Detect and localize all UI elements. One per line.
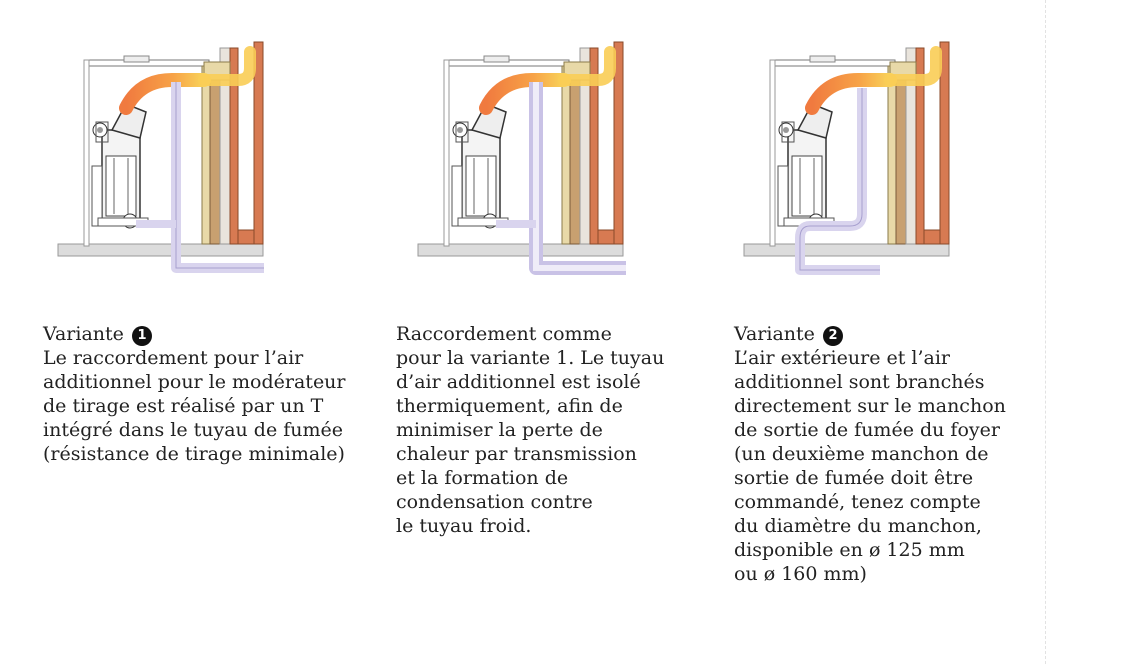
variant-1-heading: Variante 1 [43,322,346,346]
diagram-variant-1 [54,38,269,278]
insulated-variant-text [396,322,664,538]
number-badge-1-icon: 1 [132,326,152,346]
smoke-pipe [486,80,564,108]
variant-1-description: Le raccordement pour l’air additionnel pour le modérateur de tirage est réalisé par un T intégré dans le tuyau de fumée (résistance de tirage minimale) [43,347,346,465]
diagram-variant-insulated [414,38,629,278]
variant-2-description: L’air extérieure et l’air additionnel sont branchés directement sur le manchon de sortie de fumée du foyer (un deuxième manchon de sortie de fumée doit être commandé, tenez compte du diamètre du manchon, disponible en ø 125 mm ou ø 160 mm) [734,347,1006,585]
number-badge-2-icon: 2 [823,326,843,346]
smoke-pipe [812,80,890,108]
variant-1-text [43,322,346,466]
diagram-variant-2 [740,38,955,278]
page-edge-divider [1045,0,1047,664]
variant-2-text [734,322,1006,586]
smoke-pipe [126,80,204,108]
insulated-variant-description: Raccordement comme pour la variante 1. Le tuyau d’air additionnel est isolé thermiquement, afin de minimiser la perte de chaleur par transmission et la formation de condensation contre le tuyau froid. [396,323,665,537]
variant-2-heading: Variante 2 [734,322,1006,346]
